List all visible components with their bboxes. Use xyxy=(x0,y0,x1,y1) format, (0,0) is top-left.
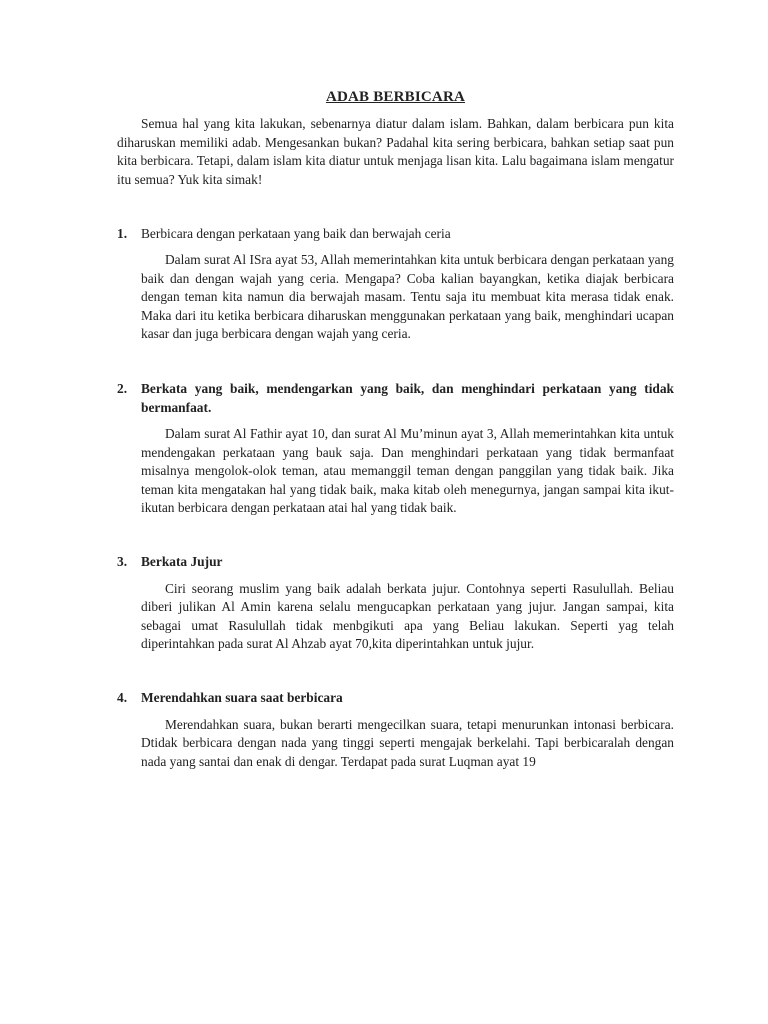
section-1 xyxy=(117,225,674,343)
section-heading xyxy=(117,553,674,571)
section-body: Ciri seorang muslim yang baik adalah berkata jujur. Contohnya seperti Rasulullah. Beliau diberi julikan Al Amin karena selalu mengucapkan perkataan yang jujur. Jangan sampai, kita sebagai umat Rasulullah tidak menbgikuti apa yang Beliau lakukan. Seperti yag telah diperintahkan pada surat Al Ahzab ayat 70,kita diperintahkan untuk jujur. xyxy=(141,580,674,651)
section-heading-text: Berbicara dengan perkataan yang baik dan berwajah ceria xyxy=(141,226,451,242)
section-number: 2. xyxy=(117,381,128,397)
intro-paragraph: Semua hal yang kita lakukan, sebenarnya diatur dalam islam. Bahkan, dalam berbicara pun kita diharuskan memiliki adab. Mengesankan bukan? Padahal kita sering berbicara, bahkan setiap saat pun kita berbicara. Tetapi, dalam islam kita diatur untuk menjaga lisan kita. Lalu bagaimana islam mengatur itu semua? Yuk kita simak! xyxy=(117,116,674,187)
section-heading-text: Berkata yang baik, mendengarkan yang baik, dan menghindari perkataan yang tidak bermanfaat. xyxy=(141,381,674,415)
section-heading xyxy=(117,380,674,417)
section-heading xyxy=(117,225,674,243)
section-number: 4. xyxy=(117,690,128,706)
section-3 xyxy=(117,553,674,653)
document-title: ADAB BERBICARA xyxy=(325,89,466,105)
section-body: Dalam surat Al ISra ayat 53, Allah memerintahkan kita untuk berbicara dengan perkataan yang baik dan dengan wajah yang ceria. Mengapa? Coba kalian bayangkan, ketika diajak berbicara dengan teman kita namun dia berwajah masam. Tentu saja itu membuat kita merasa tidak enak. Maka dari itu ketika berbicara diharuskan menggunakan perkataan yang baik, menghindari ucapan kasar dan juga berbicara dengan wajah yang ceria. xyxy=(141,252,674,342)
section-2 xyxy=(117,380,674,517)
section-body: Merendahkan suara, bukan berarti mengecilkan suara, tetapi menurunkan intonasi berbicara. Dtidak berbicara dengan nada yang tinggi seperti mengajak berkelahi. Tapi berbicaralah dengan nada yang santai dan enak di dengar. Terdapat pada surat Luqman ayat 19 xyxy=(141,716,674,769)
section-heading-text: Merendahkan suara saat berbicara xyxy=(141,690,343,706)
document-page xyxy=(117,88,674,771)
section-4 xyxy=(117,689,674,771)
section-heading-text: Berkata Jujur xyxy=(141,554,223,570)
section-heading xyxy=(117,689,674,707)
section-body: Dalam surat Al Fathir ayat 10, dan surat Al Mu’minun ayat 3, Allah memerintahkan kita untuk mendengakan perkataan yang bauk saja. Dan menghindari perkataan yang tidak bermanfaat misalnya mengolok-olok teman, atau memanggil teman dengan panggilan yang tidak baik. Jika teman kita mengatakan hal yang tidak baik, maka kitab oleh menegurnya, jangan sampai kita ikut-ikutan berbicara dengan perkataan atai hal yang tidak baik. xyxy=(141,426,674,515)
section-number: 1. xyxy=(117,226,128,242)
section-number: 3. xyxy=(117,554,128,570)
